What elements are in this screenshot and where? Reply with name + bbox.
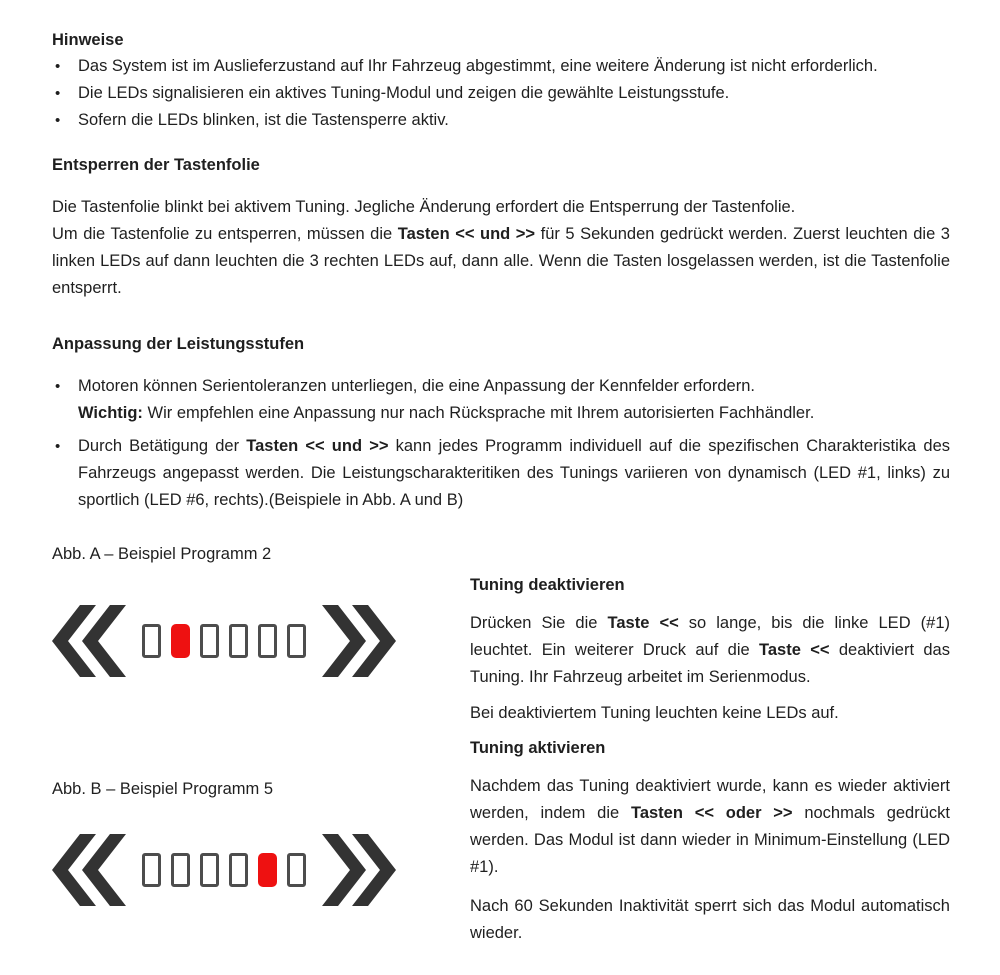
- figure-a-led-display: [52, 605, 470, 677]
- led-off-icon: [142, 853, 161, 887]
- list-item-text: Die LEDs signalisieren ein aktives Tuning-Modul und zeigen die gewählte Leistungsstufe.: [78, 84, 730, 102]
- led-off-icon: [171, 853, 190, 887]
- list-item: [52, 80, 950, 107]
- bullet-icon: •: [55, 378, 61, 395]
- chevrons-right-icon: [322, 605, 396, 677]
- activate-note: Nach 60 Sekunden Inaktivität sperrt sich das Modul automatisch wieder.: [470, 897, 950, 942]
- figure-a-label: Abb. A – Beispiel Programm 2: [52, 545, 272, 563]
- figures-and-instructions: [52, 541, 950, 947]
- chevron-left-icon: [82, 834, 126, 906]
- bullet-icon: •: [55, 58, 61, 75]
- chevrons-left-icon: [52, 834, 126, 906]
- list-item: [52, 433, 950, 514]
- chevrons-right-icon: [322, 834, 396, 906]
- led-row: [142, 853, 306, 887]
- bullet-icon: •: [55, 85, 61, 102]
- led-row: [142, 624, 306, 658]
- led-off-icon: [287, 624, 306, 658]
- section-title-tuning-deaktivieren: Tuning deaktivieren: [470, 576, 625, 594]
- led-off-icon: [142, 624, 161, 658]
- hinweise-list: [52, 53, 950, 134]
- instructions-column: [470, 541, 950, 947]
- section-title-anpassung: Anpassung der Leistungsstufen: [52, 335, 305, 353]
- list-item-text: Sofern die LEDs blinken, ist die Tastensperre aktiv.: [78, 111, 449, 129]
- section-title-tuning-aktivieren: Tuning aktivieren: [470, 739, 606, 757]
- bullet-icon: •: [55, 438, 61, 455]
- list-item: [52, 373, 950, 427]
- figure-b-led-display: [52, 834, 470, 906]
- bullet-icon: •: [55, 112, 61, 129]
- list-item-text: Motoren können Serientoleranzen unterliegen, die eine Anpassung der Kennfelder erfordern. Wichtig: Wir empfehlen eine Anpassung nur nach Rücksprache mit Ihrem autorisierten Fachhändler.: [78, 377, 815, 422]
- entsperren-paragraph: Die Tastenfolie blinkt bei aktivem Tuning. Jegliche Änderung erfordert die Entsperrung der Tastenfolie. Um die Tastenfolie zu entsperren, müssen die Tasten << und >> für 5 Sekunden gedrückt werden. Zuerst leuchten die 3 linken LEDs auf dann leuchten die 3 rechten LEDs auf, dann alle. Wenn die Tasten losgelassen werden, ist die Tastenfolie entsperrt.: [52, 198, 950, 297]
- activate-paragraph: Nachdem das Tuning deaktiviert wurde, kann es wieder aktiviert werden, indem die Tasten << oder >> nochmals gedrückt werden. Das Modul ist dann wieder in Minimum-Einstellung (LED #1).: [470, 777, 950, 876]
- list-item-text: Das System ist im Auslieferzustand auf Ihr Fahrzeug abgestimmt, eine weitere Änderung ist nicht erforderlich.: [78, 57, 878, 75]
- section-title-entsperren: Entsperren der Tastenfolie: [52, 156, 260, 174]
- led-off-icon: [200, 853, 219, 887]
- led-on-icon: [258, 853, 277, 887]
- led-off-icon: [229, 624, 248, 658]
- chevron-left-icon: [82, 605, 126, 677]
- chevron-right-icon: [322, 834, 366, 906]
- led-off-icon: [200, 624, 219, 658]
- anpassung-list: [52, 373, 950, 514]
- led-off-icon: [287, 853, 306, 887]
- figures-column: [52, 541, 470, 947]
- list-item: [52, 107, 950, 134]
- led-on-icon: [171, 624, 190, 658]
- list-item: [52, 53, 950, 80]
- deactivate-note: Bei deaktiviertem Tuning leuchten keine LEDs auf.: [470, 704, 839, 722]
- led-off-icon: [229, 853, 248, 887]
- chevron-right-icon: [322, 605, 366, 677]
- led-off-icon: [258, 624, 277, 658]
- section-title-hinweise: Hinweise: [52, 31, 124, 49]
- deactivate-paragraph: Drücken Sie die Taste << so lange, bis die linke LED (#1) leuchtet. Ein weiterer Druck auf die Taste << deaktiviert das Tuning. Ihr Fahrzeug arbeitet im Serienmodus.: [470, 614, 951, 686]
- figure-b-label: Abb. B – Beispiel Programm 5: [52, 780, 274, 798]
- chevrons-left-icon: [52, 605, 126, 677]
- list-item-text: Durch Betätigung der Tasten << und >> kann jedes Programm individuell auf die spezifischen Charakteristika des Fahrzeugs angepasst werden. Die Leistungscharakteritiken des Tunings variieren von dynamisch (LED #1, links) zu sportlich (LED #6, rechts).(Beispiele in Abb. A und B): [78, 437, 950, 509]
